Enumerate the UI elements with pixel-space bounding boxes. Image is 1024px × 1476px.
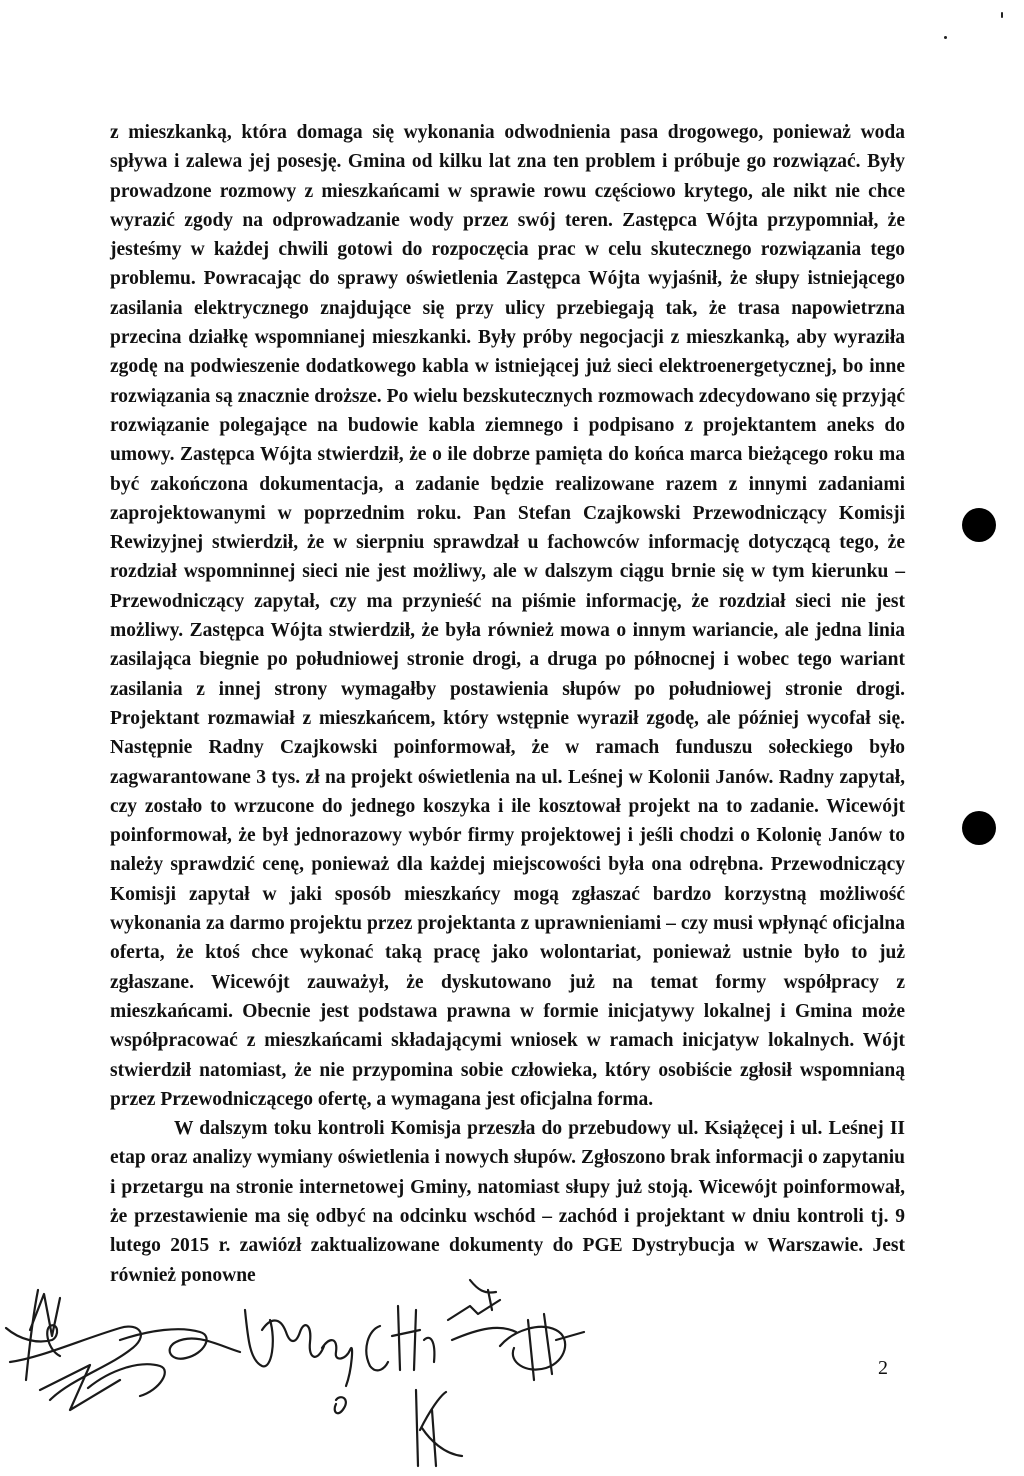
signature-stroke <box>245 1310 273 1366</box>
signature-stroke <box>432 1410 436 1466</box>
signature-stroke <box>470 1280 496 1310</box>
document-body <box>110 118 905 1290</box>
signature-stroke <box>452 1328 516 1340</box>
page-number: 2 <box>878 1357 888 1379</box>
punch-hole-mark <box>962 811 996 845</box>
signature-stroke <box>40 1365 120 1410</box>
signature-stroke <box>366 1326 388 1370</box>
handwritten-signatures <box>0 1270 1024 1476</box>
signature-stroke <box>26 1290 38 1380</box>
signature-stroke <box>322 1340 352 1386</box>
scan-speck <box>1001 12 1003 18</box>
punch-hole-mark <box>962 508 996 542</box>
signature-stroke <box>392 1306 434 1370</box>
paragraph-2: W dalszym toku kontroli Komisja przeszła do przebudowy ul. Książęcej i ul. Leśnej II etap oraz analizy wymiany oświetlenia i nowych słupów. Zgłoszono brak informacji o zapytaniu i przetargu na stronie internetowej Gminy, natomiast słupy już stoją. Wicewójt poinformował, że przestawienie ma się odbyć na odcinku wschód – zachód i projektant w dniu kontroli tj. 9 lutego 2015 r. zawiózł zaktualizowane dokumenty do PGE Dystrybucja w Warszawie. Jest również ponowne <box>110 1118 905 1286</box>
paragraph-1: z mieszkanką, która domaga się wykonania odwodnienia pasa drogowego, ponieważ woda spływa i zalewa jej posesję. Gmina od kilku lat zna ten problem i próbuje go rozwiązać. Były prowadzone rozmowy z mieszkańcami w sprawie rowu częściowo krytego, ale nikt nie chce wyrazić zgody na odprowadzanie wody przez swój teren. Zastępca Wójta przypomniał, że jesteśmy w każdej chwili gotowi do rozpoczęcia prac w celu skutecznego rozwiązania tego problemu. Powracając do sprawy oświetlenia Zastępca Wójta wyjaśnił, że słupy istniejącego zasilania elektrycznego znajdujące się przy ulicy przebiegają tak, że trasa napowietrzna przecina działkę wspomnianej mieszkanki. Były próby negocjacji z mieszkanką, aby wyraziła zgodę na podwieszenie dodatkowego kabla w istniejącej już sieci elektroenergetycznej, bo inne rozwiązania są znacznie droższe. Po wielu bezskutecznych rozmowach zdecydowano się przyjąć rozwiązanie polegające na budowie kabla ziemnego i podpisano z projektantem aneks do umowy. Zastępca Wójta stwierdził, że o ile dobrze pamięta do końca marca bieżącego roku ma być zakończona dokumentacja, a zadanie będzie realizowane razem z innymi zadaniami zaprojektowanymi w poprzednim roku. Pan Stefan Czajkowski Przewodniczący Komisji Rewizyjnej stwierdził, że w sierpniu sprawdzał u fachowców informację dotyczącą tego, że rozdział wspomninnej sieci nie jest możliwy, ale w dalszym ciągu brnie się w tym kierunku – Przewodniczący zapytał, czy ma przynieść na piśmie informację, że rozdział sieci nie jest możliwy. Zastępca Wójta stwierdził, że była również mowa o innym wariancie, ale jedna linia zasilająca biegnie po południowej stronie drogi, a druga po północnej i wobec tego wariant zasilania z innej strony wymagałby postawienia słupów po południowej stronie drogi. Projektant rozmawiał z mieszkańcem, który wstępnie wyraził zgodę, ale później wycofał się. Następnie Radny Czajkowski poinformował, że w ramach funduszu sołeckiego było zagwarantowane 3 tys. zł na projekt oświetlenia na ul. Leśnej w Kolonii Janów. Radny zapytał, czy zostało to wrzucone do jednego koszyka i ile kosztował projekt na to zadanie. Wicewójt poinformował, że był jednorazowy wybór firmy projektowej i jeśli chodzi o Kolonię Janów to należy sprawdzić cenę, ponieważ dla każdej miejscowości była ona odrębna. Przewodniczący Komisji zapytał w jaki sposób mieszkańcy mogą zgłaszać bardzo korzystną możliwość wykonania za darmo projektu przez projektanta z uprawnieniami – czy musi wpłynąć oficjalna oferta, że ktoś chce wykonać taką pracę jako wolontariat, ponieważ ustnie było to już zgłaszane. Wicewójt zauważył, że dyskutowano już na temat formy współpracy z mieszkańcami. Obecnie jest podstawa prawna w formie inicjatywy lokalnej i Gmina może współpracować z mieszkańcami składającymi wniosek w ramach inicjatyw lokalnych. Wójt stwierdził natomiast, że nie przypomina sobie człowieka, który osobiście zgłosił wspomnianą przez Przewodniczącego ofertę, a wymagana jest oficjalna forma. <box>110 122 905 1110</box>
signature-stroke <box>335 1397 346 1413</box>
scan-speck <box>944 36 947 39</box>
signature-stroke <box>416 1390 462 1466</box>
